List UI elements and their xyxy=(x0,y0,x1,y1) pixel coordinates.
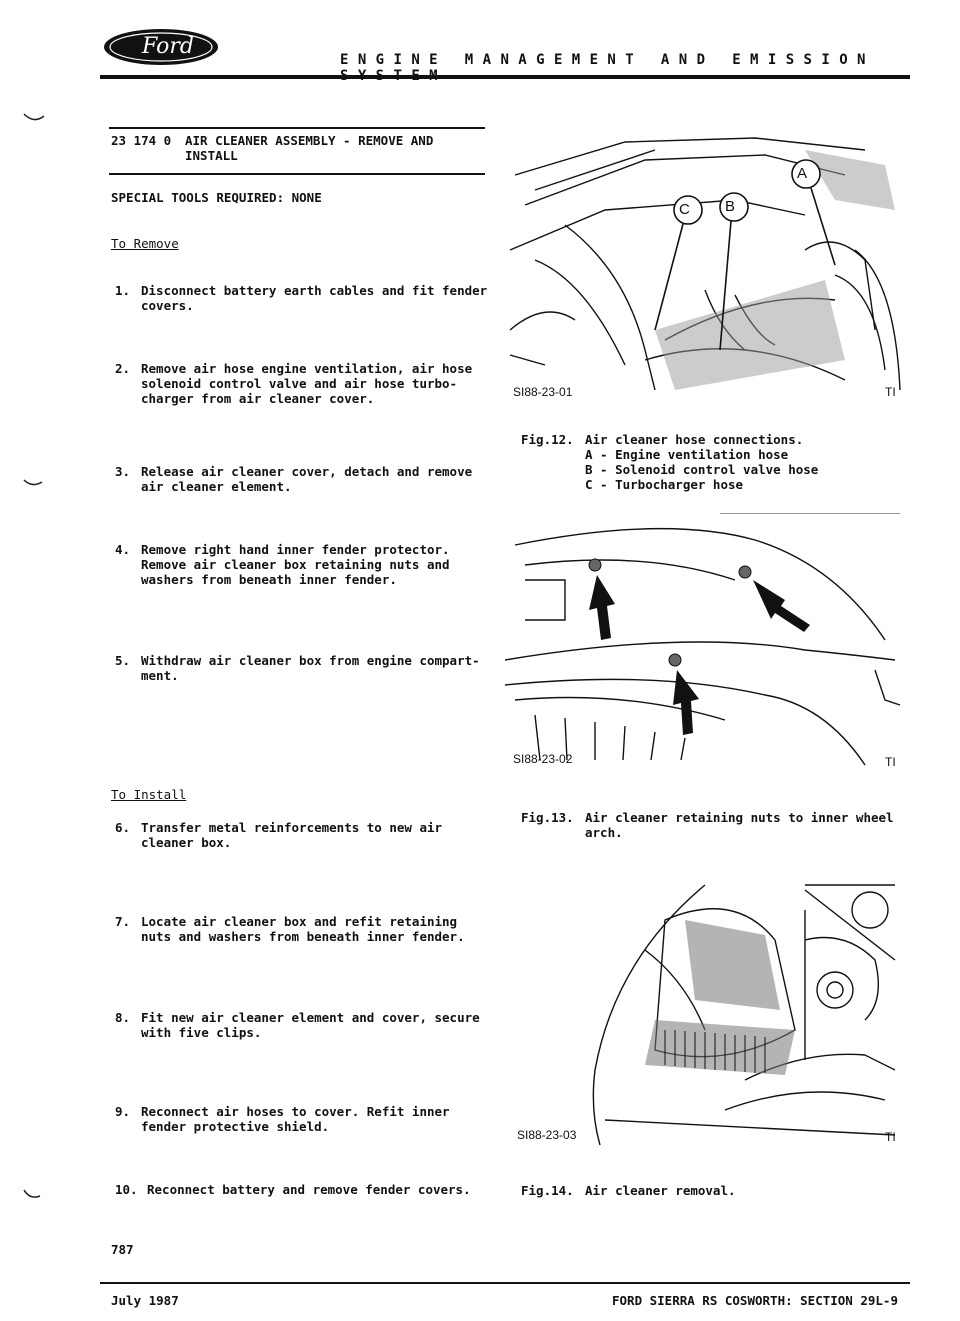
caption-line: Air cleaner removal. xyxy=(585,1183,736,1198)
ford-logo-text: Ford xyxy=(142,34,194,59)
caption-line: arch. xyxy=(585,825,623,840)
step-number: 1. xyxy=(115,283,131,298)
section-title-line2: INSTALL xyxy=(185,148,238,163)
step-line: with five clips. xyxy=(141,1025,262,1040)
figure-14-code: SI88-23-03 xyxy=(517,1128,577,1142)
step-line: Remove air cleaner box retaining nuts and xyxy=(141,557,450,572)
caption-line: Air cleaner retaining nuts to inner wheel xyxy=(585,810,894,825)
figure-14-caption xyxy=(585,1183,736,1198)
figure-divider xyxy=(720,513,900,514)
header-rule xyxy=(100,75,910,79)
step-line: cleaner box. xyxy=(141,835,232,850)
figure-14-illustration xyxy=(505,880,905,1150)
figure-12-caption xyxy=(585,432,818,492)
step-line: Remove air hose engine ventilation, air hose xyxy=(141,361,473,376)
figure-13-illustration xyxy=(505,520,905,770)
callout-c-label: C xyxy=(679,201,690,218)
section-title-line1: AIR CLEANER ASSEMBLY - REMOVE AND xyxy=(185,133,434,148)
step-number: 7. xyxy=(115,914,131,929)
figure-13-mark: TI xyxy=(885,755,896,769)
step-number: 8. xyxy=(115,1010,131,1025)
step-line: Fit new air cleaner element and cover, secure xyxy=(141,1010,480,1025)
step-line: washers from beneath inner fender. xyxy=(141,572,397,587)
step-line: charger from air cleaner cover. xyxy=(141,391,375,406)
step-number: 9. xyxy=(115,1104,131,1119)
callout-a-label: A xyxy=(797,165,808,182)
step-line: air cleaner element. xyxy=(141,479,292,494)
figure-12-code: SI88-23-01 xyxy=(513,385,573,399)
footer-publication: FORD SIERRA RS COSWORTH: SECTION 29L-9 xyxy=(612,1293,898,1308)
step-line: Release air cleaner cover, detach and remove xyxy=(141,464,473,479)
step-line: Reconnect air hoses to cover. Refit inner xyxy=(141,1104,450,1119)
step-line: covers. xyxy=(141,298,194,313)
step-number: 4. xyxy=(115,542,131,557)
special-tools: SPECIAL TOOLS REQUIRED: NONE xyxy=(111,190,322,205)
figure-13-code: SI88-23-02 xyxy=(513,752,573,766)
section-bottom-rule xyxy=(109,173,485,175)
step-line: nuts and washers from beneath inner fender. xyxy=(141,929,465,944)
step-number: 3. xyxy=(115,464,131,479)
step-number: 10. xyxy=(115,1182,138,1197)
page-header-title: ENGINE MANAGEMENT AND EMISSION xyxy=(340,52,875,68)
figure-13-caption xyxy=(585,810,894,840)
margin-marks xyxy=(20,110,60,1210)
footer-date: July 1987 xyxy=(111,1293,179,1308)
figure-12-number: Fig.12. xyxy=(521,432,574,447)
caption-line: Air cleaner hose connections. xyxy=(585,432,804,447)
figure-12-mark: TI xyxy=(885,385,896,399)
step-line: Locate air cleaner box and refit retaining xyxy=(141,914,458,929)
caption-line: C - Turbocharger hose xyxy=(585,477,744,492)
step-line: fender protective shield. xyxy=(141,1119,330,1134)
footer-rule xyxy=(100,1282,910,1284)
section-top-rule xyxy=(109,127,485,129)
step-number: 6. xyxy=(115,820,131,835)
figure-12-illustration xyxy=(505,130,905,400)
figure-14-number: Fig.14. xyxy=(521,1183,574,1198)
step-line: Transfer metal reinforcements to new air xyxy=(141,820,443,835)
step-number: 2. xyxy=(115,361,131,376)
step-line: Disconnect battery earth cables and fit fender xyxy=(141,283,488,298)
figure-14-mark: TI xyxy=(885,1130,896,1144)
step-line: ment. xyxy=(141,668,179,683)
step-line: Withdraw air cleaner box from engine compart- xyxy=(141,653,480,668)
callout-b-label: B xyxy=(725,198,736,215)
figure-13-number: Fig.13. xyxy=(521,810,574,825)
step-line: Remove right hand inner fender protector. xyxy=(141,542,450,557)
install-heading: To Install xyxy=(111,787,187,802)
page-number: 787 xyxy=(111,1242,134,1257)
remove-heading: To Remove xyxy=(111,236,179,251)
caption-line: B - Solenoid control valve hose xyxy=(585,462,819,477)
caption-line: A - Engine ventilation hose xyxy=(585,447,789,462)
step-line: Reconnect battery and remove fender covers. xyxy=(147,1182,471,1197)
step-number: 5. xyxy=(115,653,131,668)
section-number: 23 174 0 xyxy=(111,133,172,148)
step-line: solenoid control valve and air hose turbo- xyxy=(141,376,458,391)
